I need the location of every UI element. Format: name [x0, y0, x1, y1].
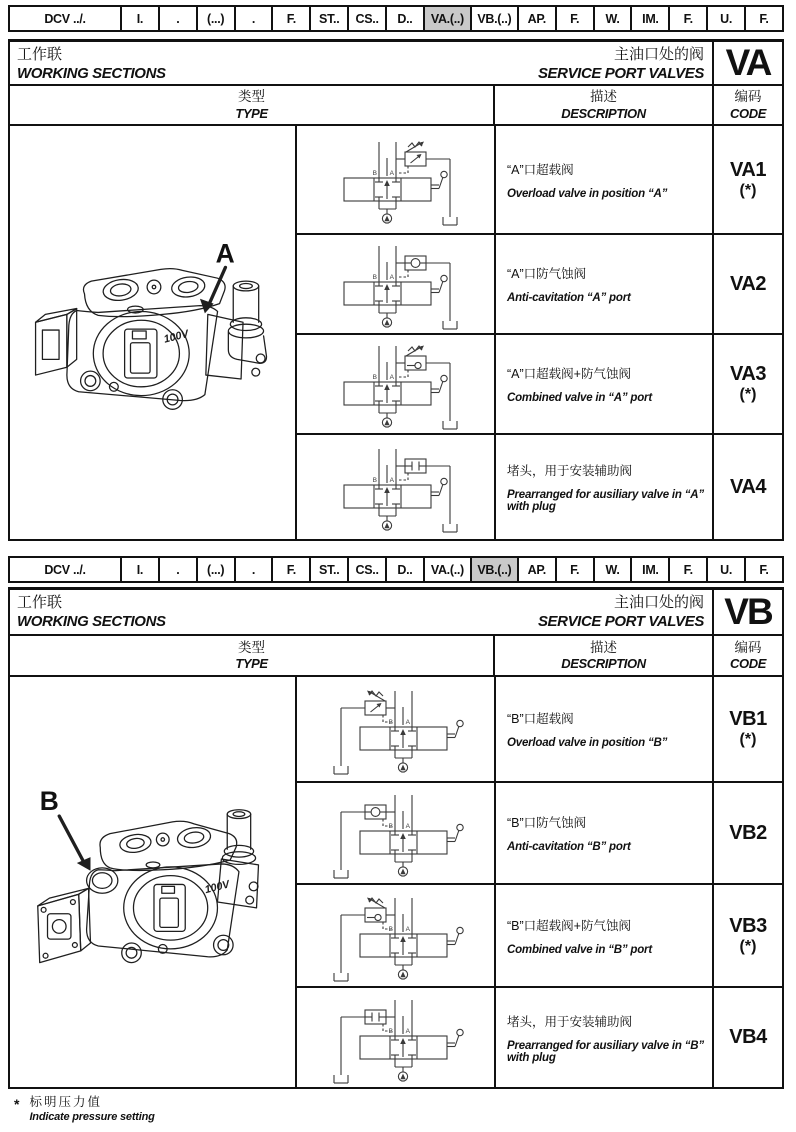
row-description-en: Combined valve in “A” port: [507, 392, 652, 404]
svg-text:B: B: [372, 374, 377, 381]
row-code: VA1: [730, 158, 766, 181]
valve-isometric-cell: [10, 126, 295, 539]
row-code-note: (*): [739, 937, 757, 955]
column-header-type: 类型 TYPE: [235, 639, 268, 672]
model-code-cell: .: [234, 558, 272, 581]
row-description-zh: “A”口超载阀+防气蚀阀: [507, 367, 631, 381]
section-title-zh: 工作联: [17, 46, 63, 63]
row-description-en: Anti-cavitation “B” port: [507, 841, 631, 853]
row-code: VA2: [730, 272, 766, 295]
model-code-cell: ST..: [309, 558, 347, 581]
port-label: B: [39, 786, 59, 817]
column-header-code: 编码 CODE: [712, 636, 782, 675]
hydraulic-schematic: [297, 886, 494, 986]
valve-marking: 100V: [203, 878, 231, 897]
section-va: [8, 39, 784, 541]
valve-row: [297, 126, 782, 233]
valve-row: [297, 986, 782, 1087]
model-code-cell: U.: [706, 7, 744, 30]
row-description-en: Overload valve in position “B”: [507, 737, 668, 749]
model-code-bar-va: [8, 5, 784, 32]
hydraulic-schematic: [297, 334, 494, 434]
svg-text:B: B: [372, 169, 377, 177]
footnote: [14, 1095, 155, 1123]
model-code-cell: I.: [120, 7, 158, 30]
row-description-en: Anti-cavitation “A” port: [507, 292, 631, 304]
model-code-cell: VA.(..): [423, 7, 470, 30]
model-code-cell: VB.(..): [470, 7, 517, 30]
row-code-note: (*): [739, 386, 757, 404]
svg-text:A: A: [389, 374, 394, 381]
section-title-en: WORKING SECTIONS: [17, 64, 166, 82]
model-code-cell: DCV ../.: [44, 562, 86, 577]
svg-text:B: B: [388, 925, 393, 933]
footnote-en: Indicate pressure setting: [29, 1110, 155, 1123]
svg-text:B: B: [388, 823, 393, 830]
column-header-type: 类型 TYPE: [235, 89, 268, 121]
row-code: VB4: [729, 1026, 767, 1048]
model-code-cell: ST..: [309, 7, 347, 30]
model-code-cell: F.: [555, 558, 593, 581]
footnote-zh: 标明压力值: [29, 1095, 102, 1109]
model-code-cell: CS..: [347, 7, 385, 30]
row-description-en: Combined valve in “B” port: [507, 943, 652, 956]
model-code-cell: F.: [555, 7, 593, 30]
valve-row: [297, 781, 782, 883]
model-code-cell: F.: [744, 558, 782, 581]
model-code-cell: F.: [271, 558, 309, 581]
valve-marking: 100V: [162, 327, 190, 346]
valve-isometric-cell: [10, 677, 295, 1087]
section-body: [10, 126, 782, 539]
hydraulic-schematic: [297, 783, 494, 883]
model-code-cell: F.: [744, 7, 782, 30]
svg-text:A: A: [405, 823, 410, 830]
row-description-zh: 堵头，用于安装辅助阀: [507, 464, 633, 478]
valve-row: [297, 677, 782, 781]
model-code-cell: F.: [668, 558, 706, 581]
section-subtitle-zh: 主油口处的阀: [613, 46, 704, 63]
model-code-cell: I.: [120, 558, 158, 581]
row-description-zh: “B”口防气蚀阀: [507, 816, 587, 830]
section-code: VB: [712, 590, 782, 634]
valve-isometric-drawing-a: [16, 232, 290, 433]
hydraulic-schematic: [297, 234, 494, 334]
row-code: VA4: [730, 475, 766, 498]
section-vb: [8, 587, 784, 1089]
svg-text:B: B: [372, 274, 377, 281]
row-code: VB1: [729, 708, 767, 731]
row-code: VB2: [729, 821, 767, 844]
svg-text:A: A: [405, 925, 410, 933]
section-body: [10, 677, 782, 1087]
row-code: VB3: [729, 914, 767, 937]
section-title-zh: 工作联: [17, 594, 63, 611]
model-code-cell: VA.(..): [423, 558, 470, 581]
model-code-cell: CS..: [347, 558, 385, 581]
row-description-zh: “A”口防气蚀阀: [507, 267, 587, 281]
model-code-cell: .: [234, 7, 272, 30]
svg-text:B: B: [388, 1027, 393, 1035]
model-code-cell: (...): [196, 7, 234, 30]
row-code-note: (*): [739, 731, 757, 749]
column-header-row: [10, 636, 782, 677]
model-code-cell: D..: [385, 558, 423, 581]
valve-row: [297, 433, 782, 539]
model-code-cell: IM.: [630, 558, 668, 581]
svg-text:A: A: [389, 477, 394, 484]
model-code-cell: DCV ../.: [44, 11, 86, 26]
column-header-description: 描述 DESCRIPTION: [493, 86, 712, 124]
hydraulic-schematic: [297, 130, 494, 230]
valve-isometric-drawing-b: [16, 777, 290, 987]
section-title-row: [10, 42, 782, 86]
model-code-cell: U.: [706, 558, 744, 581]
section-subtitle-en: SERVICE PORT VALVES: [537, 612, 704, 630]
row-description-zh: “B”口超载阀+防气蚀阀: [507, 918, 631, 933]
model-code-cell: F.: [271, 7, 309, 30]
model-code-cell: W.: [593, 7, 631, 30]
model-code-bar-vb: [8, 556, 784, 583]
section-subtitle-zh: 主油口处的阀: [613, 594, 704, 611]
row-description-en: Prearranged for ausiliary valve in “A” with plug: [507, 489, 704, 513]
model-code-cell: IM.: [630, 7, 668, 30]
valve-row: [297, 883, 782, 986]
model-code-cell: VB.(..): [470, 558, 517, 581]
svg-text:A: A: [389, 169, 394, 177]
model-code-cell: .: [158, 558, 196, 581]
port-label: A: [215, 238, 235, 269]
model-code-cell: AP.: [517, 558, 555, 581]
section-title-en: WORKING SECTIONS: [17, 612, 166, 630]
hydraulic-schematic: [297, 988, 494, 1088]
section-code: VA: [712, 42, 782, 84]
row-code-note: (*): [739, 181, 757, 199]
model-code-cell: F.: [668, 7, 706, 30]
model-code-cell: D..: [385, 7, 423, 30]
column-header-row: [10, 86, 782, 126]
row-code: VA3: [730, 363, 766, 386]
row-description-zh: 堵头，用于安装辅助阀: [507, 1014, 633, 1029]
model-code-cell: AP.: [517, 7, 555, 30]
footnote-asterisk: *: [14, 1096, 20, 1112]
row-description-en: Overload valve in position “A”: [507, 187, 668, 200]
model-code-cell: .: [158, 7, 196, 30]
svg-text:B: B: [388, 719, 393, 726]
svg-text:B: B: [372, 477, 377, 484]
hydraulic-schematic: [297, 437, 494, 537]
model-code-cell: W.: [593, 558, 631, 581]
row-description-zh: “A”口超载阀: [507, 162, 574, 177]
svg-text:A: A: [405, 1027, 410, 1035]
row-description-zh: “B”口超载阀: [507, 712, 574, 726]
row-description-en: Prearranged for ausiliary valve in “B” with plug: [507, 1039, 704, 1064]
hydraulic-schematic: [297, 679, 494, 779]
svg-text:A: A: [389, 274, 394, 281]
valve-row: [297, 333, 782, 433]
svg-text:A: A: [405, 719, 410, 726]
model-code-cell: (...): [196, 558, 234, 581]
column-header-code: 编码 CODE: [712, 86, 782, 124]
valve-row: [297, 233, 782, 333]
section-title-row: [10, 590, 782, 636]
section-subtitle-en: SERVICE PORT VALVES: [537, 64, 704, 82]
column-header-description: 描述 DESCRIPTION: [493, 636, 712, 675]
